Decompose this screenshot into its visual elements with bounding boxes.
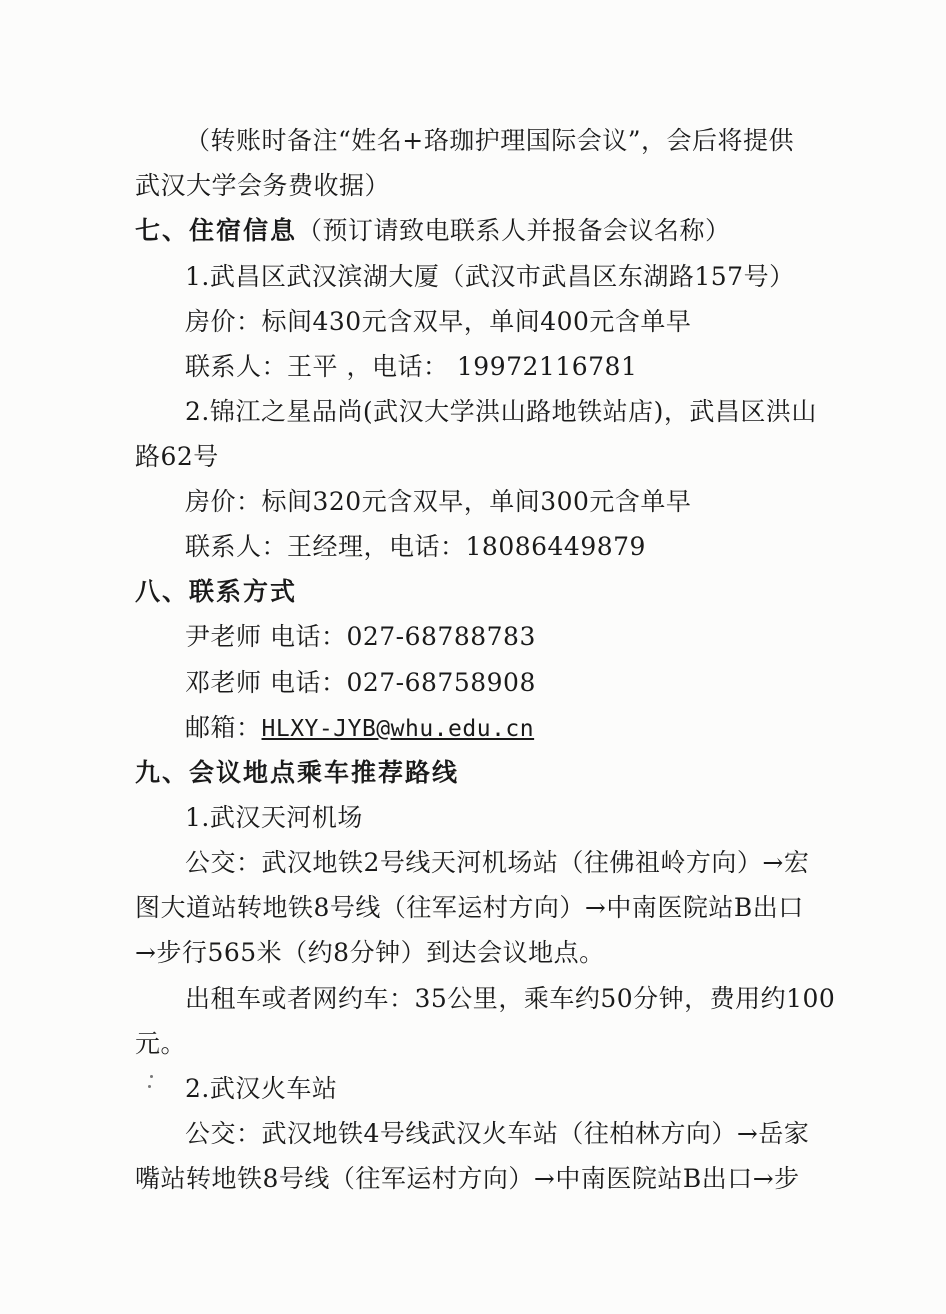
email-label: 邮箱： (185, 713, 262, 742)
route-2-title: 2.武汉火车站 (185, 1074, 338, 1103)
section-7-heading: 七、住宿信息 (135, 216, 298, 245)
route-2-bus-line-2: 嘴站转地铁8号线（往军运村方向）→中南医院站B出口→步 (135, 1164, 800, 1193)
hotel-2-contact: 联系人：王经理，电话：18086449879 (185, 532, 646, 561)
scan-speck (150, 1075, 153, 1078)
section-7-note: （预订请致电联系人并报备会议名称） (297, 216, 731, 245)
route-1-title: 1.武汉天河机场 (185, 803, 363, 832)
route-1-bus-line-2: 图大道站转地铁8号线（往军运村方向）→中南医院站B出口 (135, 893, 804, 922)
hotel-2-name-line-1: 2.锦江之星品尚(武汉大学洪山路地铁站店)，武昌区洪山 (185, 397, 817, 426)
hotel-1-contact: 联系人：王平 ，电话： 19972116781 (185, 352, 638, 381)
email-row (185, 713, 534, 744)
hotel-2-name-line-2: 路62号 (135, 442, 219, 471)
hotel-1-price: 房价：标间430元含双早，单间400元含单早 (185, 307, 692, 336)
route-1-bus-line-3: →步行565米（约8分钟）到达会议地点。 (135, 938, 605, 967)
contact-yin: 尹老师 电话：027-68788783 (185, 622, 536, 651)
email-link[interactable]: HLXY-JYB@whu.edu.cn (261, 716, 535, 742)
route-2-bus-line-1: 公交：武汉地铁4号线武汉火车站（往柏林方向）→岳家 (185, 1119, 810, 1148)
remittance-note-line-1: （转账时备注“姓名+珞珈护理国际会议”，会后将提供 (185, 126, 795, 155)
route-1-bus-line-1: 公交：武汉地铁2号线天河机场站（往佛祖岭方向）→宏 (185, 848, 810, 877)
hotel-1-name: 1.武昌区武汉滨湖大厦（武汉市武昌区东湖路157号） (185, 262, 795, 291)
route-1-taxi-line-1: 出租车或者网约车：35公里，乘车约50分钟，费用约100 (185, 984, 836, 1013)
remittance-note-line-2: 武汉大学会务费收据） (135, 171, 391, 200)
hotel-2-price: 房价：标间320元含双早，单间300元含单早 (185, 487, 692, 516)
scan-speck (148, 1085, 151, 1088)
section-9-heading: 九、会议地点乘车推荐路线 (135, 758, 460, 787)
route-1-taxi-line-2: 元。 (135, 1029, 187, 1058)
section-7-header (135, 216, 731, 246)
contact-deng: 邓老师 电话：027-68758908 (185, 668, 536, 697)
section-8-heading: 八、联系方式 (135, 577, 298, 606)
